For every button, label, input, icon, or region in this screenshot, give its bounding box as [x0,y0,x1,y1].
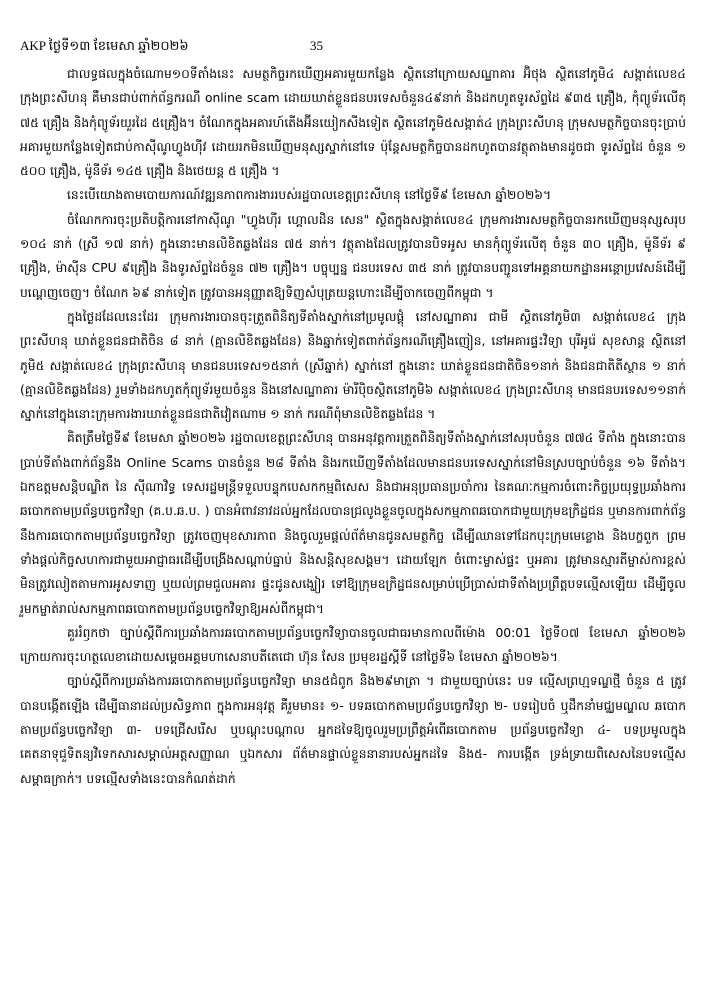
header-publication-date: AKP ថ្ងៃទី១៣ ខែមេសា ឆ្នាំ២០២៦ [20,38,189,53]
page-number: 35 [310,38,323,53]
paragraph: ក្នុងថ្ងៃដដែលនេះដែរ ក្រុមការងារបានចុះត្រួតពិនិត្យទីតាំងស្នាក់នៅប្រមូលផ្តុំ នៅសណ្ឋាគារ ជាមី ស្ថិតនៅភូមិ៣ សង្កាត់លេខ៤ ក្រុងព្រះសីហនុ ឃាត់ខ្លួនជនជាតិចិន ៨ នាក់ (គ្មានលិខិតឆ្លងដែន) និងឆ្នាក់ទៀតពាក់ព័ន្ធករណីគ្រឿងញៀន, នៅអគារផ្ទះវិទ្យា បុរីអូរ៉េ សុខសាន្ត ស្ថិតនៅភូមិ៥ សង្កាត់លេខ៤ ក្រុងព្រះសីហនុ មានជនបរទេស១៥នាក់ (ស្រីឆ្នាក់) ស្នាក់នៅ ក្នុងនោះ ឃាត់ខ្លួនជនជាតិចិន១នាក់ និងជនជាតិតីស្ថាន ១ នាក់ (គ្មានលិខិតឆ្លងដែន) រួមទាំងដកហូតកុំព្យូទ័រមួយចំនួន និងនៅសណ្ឋាគារ ម៉ារីប៉ិចស្ថិតនៅភូមិ៦ សង្កាត់លេខ៤ ក្រុងព្រះសីហនុ មានជនបរទេស១១នាក់ស្នាក់នៅក្នុងនោះក្រុមការងារឃាត់ខ្លួនជនជាតិវៀតណាម ១ នាក់ ករណីពុំមានលិខិតឆ្លងដែន ។ [20,309,686,422]
paragraph: ជាលទ្ធផលក្នុងចំណោម១០ទីតាំងនេះ សមត្ថកិច្ចរកឃើញអគារមួយកន្លែង ស្ថិតនៅក្រោយសណ្ឋាគារ អ៊ិថុង ស្ថិតនៅភូមិ៤ សង្កាត់លេខ៤ ក្រុងព្រះសីហនុ គឺមានជាប់ពាក់ព័ន្ធករណី online scam ដោយឃាត់ខ្លួនជនបរទេសចំនួន៤៩នាក់ និងដកហូតទូរស័ព្ទដៃ ៩៣៥ គ្រឿង, កុំព្យូទ័រលើតុ ៧៥ គ្រឿង និងកុំព្យូទ័រយួរដៃ ៥គ្រឿង។ ចំណែកក្នុងអគារហ៍តេីងអ៊ីនយៀកសីងទៀត ស្ថិតនៅភូមិ៥សង្កាត់៤ ក្រុងព្រះសីហនុ ក្រុមសមត្ថកិច្ចបានចុះប្រាប់អគារមួយកន្លែងទៀតជាប់កាស៊ីណូហ្វូងហ៊ីវ ដោយរកមិនឃើញមនុស្សស្នាក់នៅទេ ប៉ុន្តែសមត្ថកិច្ចបានដកហូតបានវត្ថុតាងមានដូចជា ទូរស័ព្ទដៃ ចំនួន ១ ៥០០ គ្រឿង, ម៉ូនីទ័រ ១៤៥ គ្រឿង និងថេយន្ត ៥ គ្រឿង ។ [20,67,686,179]
paragraph: នេះបើយោងតាមបោយការណ៍វឌ្ឍនភាពការងាររបស់រដ្ឋបាលខេត្តព្រះសីហនុ នៅថ្ងៃទី៩ ខែមេសា ឆ្នាំ២០២៦។ [67,188,552,203]
paragraph: ចំណែកការចុះប្រតិបត្តិការនៅកាស៊ីណូ "ហ្វូងហ៊ីរ ហ្គោលដិន សេន" ស្ថិតក្នុងសង្កាត់លេខ៤ ក្រុមការងារសមត្ថកិច្ចបានរកឃើញមនុស្សសរុប ១០៤ នាក់ (ស្រី ១៧ នាក់) ក្នុងនោះមានលិខិតឆ្លងដែន ៧៥ នាក់។ វត្ថុតាងដែលត្រូវបានបិទអូស មានកុំព្យូទ័រលើតុ ចំនួន ៣០ គ្រឿង, ម៉ូនីទ័រ ៩ គ្រឿង, ម៉ាស៊ីន CPU ៩គ្រឿង និងទូរស័ព្ទដៃចំនួន ៧២ គ្រឿង។ បច្ចុប្បន្ន ជនបរទេស ៣៥ នាក់ ត្រូវបានបញ្ជូនទៅអគ្គនាយកដ្ឋានអន្តោប្រវេសន៍ដើម្បីបណ្តេញចេញ។ ចំណែក ៦៩ នាក់ទៀត ត្រូវបានអនុញ្ញាតឱ្យទិញសំបុត្រយន្តហោះដើម្បីចាកចេញពីកម្ពុជា ។ [20,212,686,300]
paragraph: ច្បាប់ស្តីពីការប្រឆាំងការឆបោកតាមប្រព័ន្ធបច្ចេកវិទ្យា មាន៥ជំពូក និង២៩មាត្រា ។ ជាមួយច្បាប់នេះ បទ ល្មើសព្រហ្មទណ្ឌថ្មី ចំនួន ៥ ត្រូវ បានបង្កើតឡើង ដើម្បីធានាដល់ប្រសិទ្ធភាព ក្នុងការអនុវត្ត គឺរួមមាន៖ ១- បទឆបោកតាមប្រព័ន្ធបច្ចេកវិទ្យា ២- បទរៀបចំ ឬដឹកនាំមជ្ឈមណ្ឌល ឆបោកតាមប្រព័ន្ធបច្ចេកវិទ្យា ៣- បទជ្រើសរើស ឬបណ្តុះបណ្តាល អ្នកដទៃឱ្យចូលរួមប្រព្រឹត្តអំពើឆបោកតាម ប្រព័ន្ធបច្ចេកវិទ្យា ៤- បទប្រមូលក្នុងគេតនាទុជួទិតន្យវិទេកសារសម្គាល់អត្តសញ្ញាណ ឬឯកសារ ព័ត៌មានផ្ទាល់ខ្លួននានារបស់អ្នកដទៃ និង៥- ការបង្កើត ទ្រង់ទ្រាយពិសេសនៃបទល្មើសសម្ពាធក្រាក់។ បទល្មើសទាំងនេះបានកំណត់ដាក់ [20,674,686,786]
paragraph: គិតត្រឹមថ្ងៃទី៩ ខែមេសា ឆ្នាំ២០២៦ រដ្ឋបាលខេត្តព្រះសីហនុ បានអនុវត្តការត្រួតពិនិត្យទីតាំងស្នាក់នៅសរុបចំនួន ៧៧៤ ទីតាំង ក្នុងនោះបានប្រាប់ទីតាំងពាក់ព័ន្ធនឹង Online Scams បានចំនួន ២៨ ទីតាំង និងរកឃើញទីតាំងដែលមានជនបរទេសស្នាក់នៅមិនស្របច្បាប់ចំនួន ១៦ ទីតាំង។ឯកឧត្តមសន្តិបណ្ឌិត នៃ ស៊ីណាវិទ្ធ ទេសរដ្ឋមន្ត្រីទទួលបន្ទុកបេសកកម្មពិសេស និងជាអនុប្រធានប្រចាំការ នៃគណៈកម្មការចំពោះកិច្ចប្រយុទ្ធប្រឆាំងការឆបោកតាមប្រព័ន្ធបច្ចេកវិទ្យា (គ.ប.ឆ.ប. ) បានអំពាវនាវដល់អ្នកដែលបានជ្រលូងខ្លួនចូលក្នុងសកម្មភាពឆបោកជាមួយក្រុមឧក្រិដ្ឋជន ឬមានការពាក់ព័ន្ធនឹងការឆបោកតាមប្រព័ន្ធបច្ចេកវិទ្យា ត្រូវចេញមុខសារភាព និងចូលរួមផ្តល់ព័ត៌មានជូនសមត្ថកិច្ច ដើម្បីឈានទៅដែកបុះក្រុមមេខ្លោង និងបក្ខពួក ព្រមទាំងផ្តល់កិច្ចសហការជាមួយអាជ្ញាធរដើម្បីបង្រើងសណ្តាប់ធ្នាប់ និងសន្តិសុខសង្គម។ ដោយឡែក ចំពោះម្ចាស់ផ្ទះ ឬអគារ ត្រូវមានស្មារតីម្ចាស់ការខ្ពស់ មិនត្រូវលៀតតាមការអូសទាញ ឬយល់ព្រមជួលអគារ ផ្ទះជូនសង្ឃៀរ ទៅឱ្យក្រុមឧក្រិដ្ឋជនសម្រាប់ប្រើប្រាស់ជាទីតាំងប្រព្រឹត្តបទល្មើសឡើយ ដើម្បីចូលរួមកម្ចាត់រាល់សកម្មភាពឆបោកតាមប្រព័ន្ធបច្ចេកវិទ្យាឱ្យអស់ពីកម្ពុជា។ [20,431,686,616]
paragraph: គួររំឭកថា ច្បាប់ស្តីពីការប្រឆាំងការឆបោកតាមប្រព័ន្ធបច្ចេកវិទ្យាបានចូលជាធរមានកាលពីម៉ោង 00:01 ថ្ងៃទី០៧ ខែមេសា ឆ្នាំ២០២៦ ក្រោយការចុះហត្ថលេខាដោយសម្តេចអគ្គមហាសេនាបតីតេជោ ហ៊ុន សែន ប្រមុខរដ្ឋស្តីទី នៅថ្ងៃទី៦ ខែមេសា ឆ្នាំ២០២៦។ [20,625,686,665]
article-body [20,62,686,791]
page-header [20,38,687,58]
